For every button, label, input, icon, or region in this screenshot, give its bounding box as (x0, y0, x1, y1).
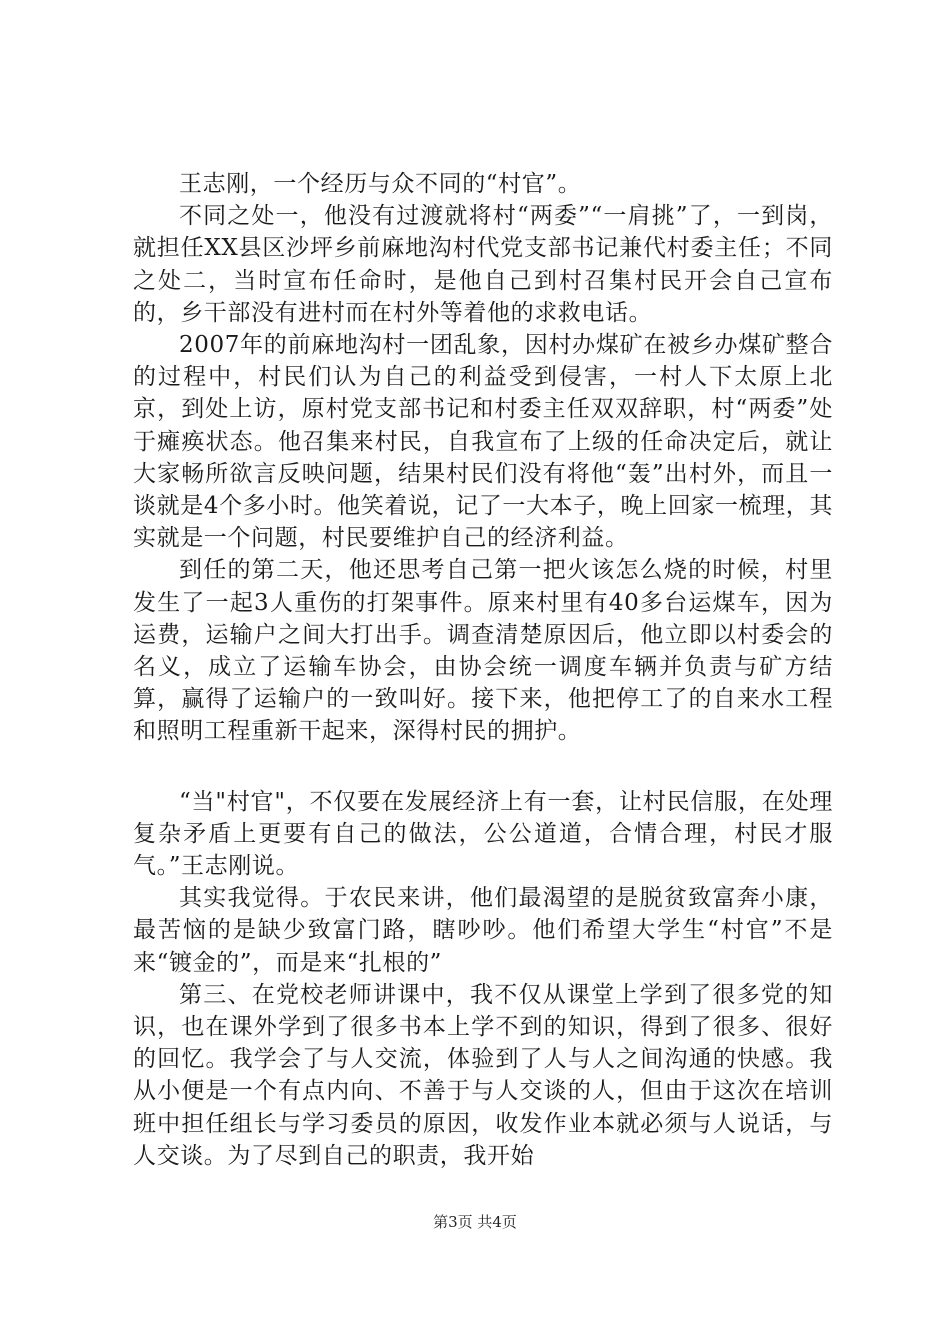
paragraph-opinion: 其实我觉得。于农民来讲，他们最渴望的是脱贫致富奔小康，最苦恼的是缺少致富门路，瞎吵吵。他们希望大学生“村官”不是来“镀金的”，而是来“扎根的” (133, 885, 833, 976)
document-body (133, 168, 833, 1172)
page-number-footer: 第3页 共4页 (433, 1213, 517, 1231)
paragraph-quote: “当"村官"，不仅要在发展经济上有一套，让村民信服，在处理复杂矛盾上更要有自己的做法，公公道道，合情合理，村民才服气。”王志刚说。 (133, 788, 833, 880)
paragraph-differences: 不同之处一，他没有过渡就将村“两委”“一肩挑”了，一到岗，就担任XX县区沙坪乡前麻地沟村代党支部书记兼代村委主任；不同之处二，当时宣布任命时，是他自己到村召集村民开会自己宣布的，乡干部没有进村而在村外等着他的求救电话。 (133, 203, 833, 326)
paragraph-intro: 王志刚，一个经历与众不同的“村官”。 (179, 171, 582, 197)
paragraph-second-day: 到任的第二天，他还思考自己第一把火该怎么烧的时候，村里发生了一起3人重伤的打架事件。原来村里有40多台运煤车，因为运费，运输户之间大打出手。调查清楚原因后，他立即以村委会的名义，成立了运输车协会，由协会统一调度车辆并负责与矿方结算，赢得了运输户的一致叫好。接下来，他把停工了的自来水工程和照明工程重新干起来，深得村民的拥护。 (133, 557, 833, 745)
paragraph-2007-situation: 2007年的前麻地沟村一团乱象，因村办煤矿在被乡办煤矿整合的过程中，村民们认为自己的利益受到侵害，一村人下太原上北京，到处上访，原村党支部书记和村委主任双双辞职，村“两委”处于瘫痪状态。他召集来村民，自我宣布了上级的任命决定后，就让大家畅所欲言反映问题，结果村民们没有将他“轰”出村外，而且一谈就是4个多小时。他笑着说，记了一大本子，晚上回家一梳理，其实就是一个问题，村民要维护自己的经济利益。 (133, 332, 833, 552)
paragraph-third: 第三、在党校老师讲课中，我不仅从课堂上学到了很多党的知识，也在课外学到了很多书本上学不到的知识，得到了很多、很好的回忆。我学会了与人交流，体验到了人与人之间沟通的快感。我从小便是一个有点内向、不善于与人交谈的人，但由于这次在培训班中担任组长与学习委员的原因，收发作业本就必须与人说话，与人交谈。为了尽到自己的职责，我开始 (133, 981, 833, 1169)
